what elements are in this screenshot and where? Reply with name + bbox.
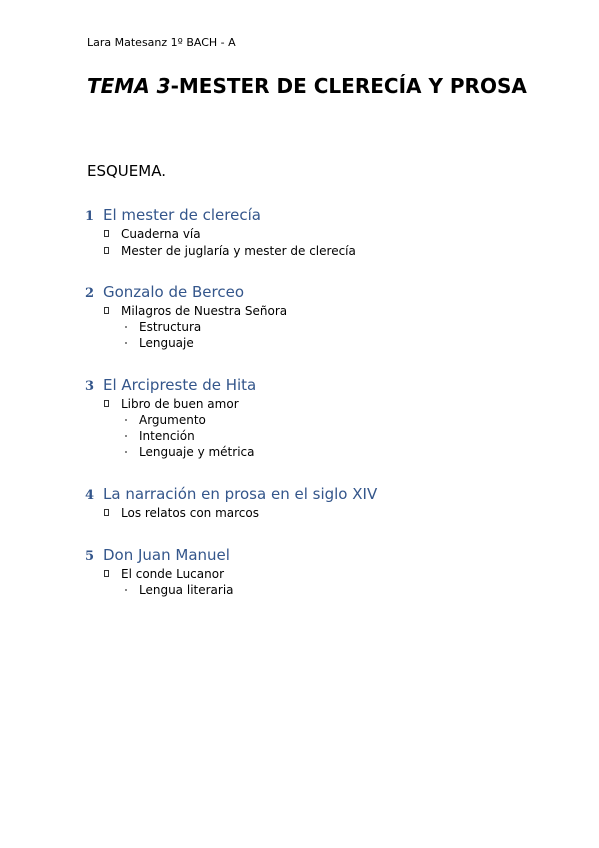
outline-item-label: Libro de buen amor — [121, 397, 239, 411]
outline-subitem — [85, 412, 525, 428]
bullet-icon — [104, 230, 109, 237]
dot-icon — [125, 435, 127, 437]
section-number: 5 — [85, 549, 95, 564]
dot-icon — [125, 419, 127, 421]
section-title: Gonzalo de Berceo — [103, 283, 245, 301]
title-topic-name: -MESTER DE CLERECÍA Y PROSA — [170, 74, 527, 98]
outline-subitem-label: Lenguaje — [139, 336, 194, 350]
section-title: La narración en prosa en el siglo XIV — [103, 485, 378, 503]
section-number: 3 — [85, 379, 95, 394]
outline-item-label: Milagros de Nuestra Señora — [121, 304, 288, 318]
outline-section — [85, 205, 525, 259]
title-topic-number: TEMA 3 — [87, 74, 171, 98]
section-number: 1 — [85, 209, 95, 224]
bullet-icon — [104, 307, 109, 314]
outline-section — [85, 282, 525, 351]
bullet-icon — [104, 509, 109, 516]
section-title: El mester de clerecía — [103, 206, 261, 224]
dot-icon — [125, 451, 127, 453]
outline-item — [85, 243, 525, 259]
document-header: Lara Matesanz 1º BACH - A — [87, 36, 236, 49]
outline-item — [85, 505, 525, 521]
section-number: 2 — [85, 286, 95, 301]
section-heading — [85, 484, 525, 504]
outline-item — [85, 396, 525, 412]
section-heading — [85, 545, 525, 565]
outline-label: ESQUEMA. — [87, 162, 166, 180]
document-title — [87, 73, 527, 99]
outline-item — [85, 566, 525, 582]
section-heading — [85, 282, 525, 302]
section-title: El Arcipreste de Hita — [103, 376, 257, 394]
bullet-icon — [104, 400, 109, 407]
outline-item — [85, 303, 525, 319]
section-heading — [85, 375, 525, 395]
section-heading — [85, 205, 525, 225]
outline-item-label: El conde Lucanor — [121, 567, 225, 581]
dot-icon — [125, 589, 127, 591]
outline-subitem — [85, 582, 525, 598]
outline-subitem-label: Lenguaje y métrica — [139, 445, 255, 459]
dot-icon — [125, 342, 127, 344]
outline-subitem-label: Intención — [139, 429, 195, 443]
outline-subitem — [85, 335, 525, 351]
outline-subitem — [85, 428, 525, 444]
outline-item — [85, 226, 525, 242]
outline-subitem — [85, 444, 525, 460]
bullet-icon — [104, 247, 109, 254]
outline-section — [85, 545, 525, 598]
outline-item-label: Cuaderna vía — [121, 227, 201, 241]
outline-subitem — [85, 319, 525, 335]
outline-section — [85, 375, 525, 460]
outline-subitem-label: Lengua literaria — [139, 583, 234, 597]
outline-item-label: Mester de juglaría y mester de clerecía — [121, 244, 356, 258]
outline-item-label: Los relatos con marcos — [121, 506, 259, 520]
outline-subitem-label: Estructura — [139, 320, 202, 334]
section-title: Don Juan Manuel — [103, 546, 230, 564]
dot-icon — [125, 326, 127, 328]
outline-section — [85, 484, 525, 521]
outline-subitem-label: Argumento — [139, 413, 206, 427]
bullet-icon — [104, 570, 109, 577]
section-number: 4 — [85, 488, 95, 503]
